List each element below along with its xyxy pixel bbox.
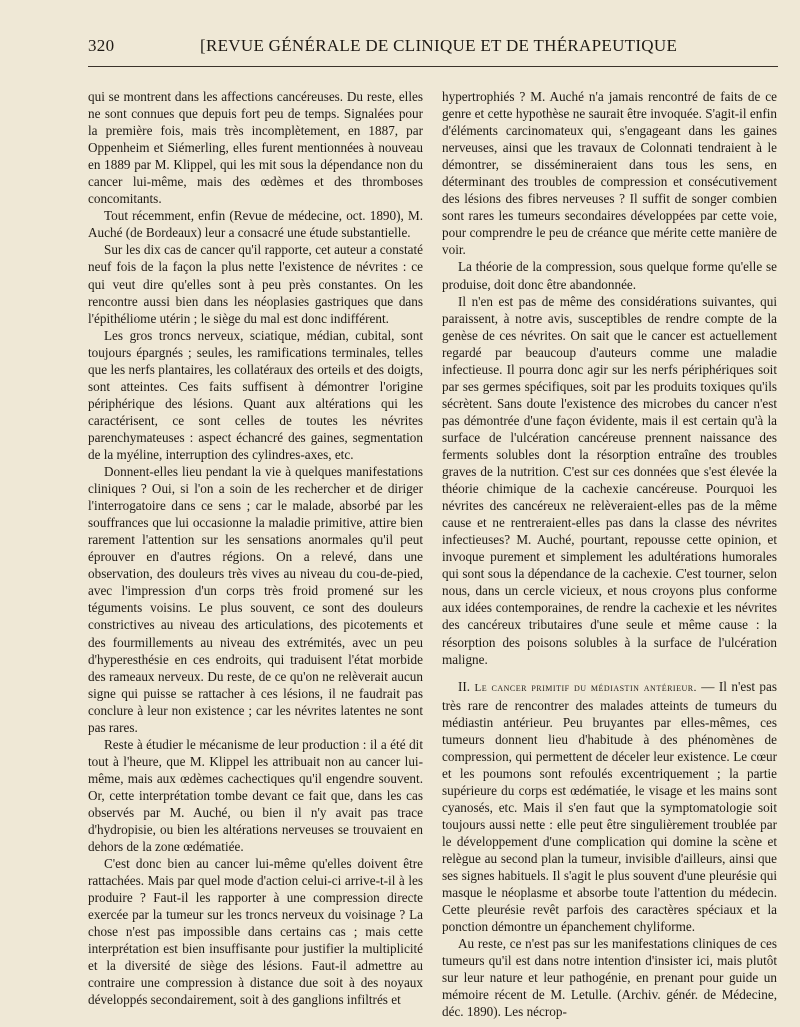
paragraph: Tout récemment, enfin (Revue de médecine, oct. 1890), M. Auché (de Bordeaux) leur a consacré une étude substantielle. bbox=[88, 208, 423, 241]
section-heading: Le cancer primitif du médiastin antérieur. bbox=[474, 681, 697, 694]
paragraph: Donnent-elles lieu pendant la vie à quelques manifestations cliniques ? Oui, si l'on a soin de les rechercher et de diriger l'interrogatoire dans ce sens ; car le malade, absorbé par les souffrances que lui occasionne la maladie primitive, attire bien rarement l'attention sur les sensations anormales qu'il peut éprouver en d'autres régions. On a relevé, dans une observation, des douleurs très vives au niveau du cou-de-pied, avec l'impression d'un corps très froid promené sur les téguments voisins. Le plus souvent, ce sont des douleurs constrictives au niveau des articulations, des picotements et des fourmillements au niveau des extrémités, avec un peu d'hyperesthésie en ces endroits, qui traduisent l'état morbide des rameaux nerveux. Du reste, de ce qu'on ne relèverait aucun signe qui puisse se rattacher à ces lésions, il ne faudrait pas conclure à leur non existence ; car les névrites latentes ne sont pas rares. bbox=[88, 464, 423, 735]
paragraph: Reste à étudier le mécanisme de leur production : il a été dit tout à l'heure, que M. Klippel les attribuait non au cancer lui-même, mais aux œdèmes cachectiques qu'il engendre souvent. Or, cette interprétation tombe devant ce fait que, dans les cas observés par M. Auché, ou bien il n'y avait pas trace d'hydropisie, ou bien les altérations nerveuses se trouvaient en dehors de la zone œdématiée. bbox=[88, 736, 423, 855]
paragraph: qui se montrent dans les affections cancéreuses. Du reste, elles ne sont connues que depuis fort peu de temps. Signalées pour la première fois, mais très incomplètement, en 1887, par Oppenheim et Siémerling, elles furent mentionnées à nouveau en 1889 par M. Klippel, qui les mit sous la dépendance non du cancer lui-même, mais des œdèmes et des thromboses concomitants. bbox=[88, 89, 423, 207]
paragraph: Les gros troncs nerveux, sciatique, médian, cubital, sont toujours épargnés ; seules, les ramifications terminales, telles que les nerfs plantaires, les collatéraux des orteils et des doigts, sont atteintes. Ces faits suffisent à démontrer l'origine périphérique des lésions. Quant aux altérations qui les caractérisent, ce sont celles de toutes les névrites parenchymateuses : aspect échancré des gaines, segmentation de la myéline, interruption des cylindres-axes, etc. bbox=[88, 327, 423, 462]
paragraph: C'est donc bien au cancer lui-même qu'elles doivent être rattachées. Mais par quel mode d'action celui-ci arrive-t-il à les produire ? Faut-il les rapporter à une compression directe exercée par la tumeur sur les troncs nerveux du voisinage ? La chose n'est pas impossible dans certains cas ; mais cette interprétation est bien insuffisante pour justifier la multiplicité et la diversité de siège des lésions. Faut-il admettre au contraire une compression à distance due soit à des noyaux développés secondairement, soit à des ganglions infiltrés et bbox=[88, 856, 423, 1008]
left-column bbox=[88, 88, 423, 1009]
paragraph: Au reste, ce n'est pas sur les manifestations cliniques de ces tumeurs qu'il est dans notre intention d'insister ici, mais plutôt sur leur nature et leur pathogénie, en prenant pour guide un mémoire récent de M. Letulle. (Archiv. génér. de Médecine, déc. 1890). Les nécrop- bbox=[442, 936, 777, 1020]
section-number: II. bbox=[458, 678, 471, 694]
running-title: [REVUE GÉNÉRALE DE CLINIQUE ET DE THÉRAPEUTIQUE bbox=[200, 36, 678, 55]
paragraph: Sur les dix cas de cancer qu'il rapporte, cet auteur a constaté neuf fois de la façon la plus nette l'existence de névrites : ce qui veut dire qu'elles sont à peu près constantes. On les rencontre aussi bien dans les néoplasies gastriques que dans l'épithéliome utérin ; le siège du mal est donc indifférent. bbox=[88, 242, 423, 326]
page-header bbox=[88, 36, 776, 60]
right-column bbox=[442, 88, 777, 1021]
paragraph: La théorie de la compression, sous quelque forme qu'elle se produise, doit donc être abandonnée. bbox=[442, 259, 777, 292]
section-ii-paragraph bbox=[442, 678, 777, 936]
paragraph: hypertrophiés ? M. Auché n'a jamais rencontré de faits de ce genre et cette hypothèse ne saurait être invoquée. S'agit-il enfin d'éléments carcinomateux qui, s'engageant dans les gaines nerveuses, ainsi que les travaux de Colonnati tendraient à le démontrer, se dissémineraient dans tous les sens, en déterminant des troubles de compression et consécutivement des lésions des fibres nerveuses ? Il suffit de songer combien sont rares les tumeurs secondaires développées par cette voie, pour comprendre le peu de créance que mérite cette manière de voir. bbox=[442, 89, 777, 258]
paragraph: Il n'en est pas de même des considérations suivantes, qui paraissent, à notre avis, susceptibles de rendre compte de la genèse de ces névrites. On sait que le cancer est actuellement regardé par beaucoup d'auteurs comme une maladie infectieuse. Il pourra donc agir sur les nerfs périphériques soit par ses germes spécifiques, soit par les produits toxiques qu'ils sécrètent. Sans doute l'existence des microbes du cancer n'est pas démontrée d'une façon évidente, mais il est certain qu'à la surface de l'ulcération cancéreuse prennent naissance des ferments solubles dont la résorption entraîne des troubles graves de la nutrition. C'est sur ces données que s'est élevée la théorie chimique de la cachexie cancéreuse. Pourquoi les névrites des cancéreux ne relèveraient-elles pas de la même cause et ne rentreraient-elles pas dans la classe des névrites infectieuses? M. Auché, pourtant, repousse cette opinion, et invoque purement et simplement les adultérations humorales qui sont sous la dépendance de la cachexie. C'est tourner, selon nous, dans un cercle vicieux, et nous croyons plus conforme aux idées contemporaines, de rendre la cachexie et les névrites des cancéreux tributaires d'une seule et même cause : la résorption des poisons solubles à la surface de l'ulcération maligne. bbox=[442, 293, 777, 667]
header-rule bbox=[88, 66, 778, 67]
section-body: — Il n'est pas très rare de rencontrer des malades atteints de tumeurs du médiastin antérieur. Peu bruyantes par elles-mêmes, ces tumeurs donnent lieu d'habitude à des phénomènes de compression, qui permettent de déceler leur existence. Le cœur et les poumons sont refoulés excentriquement ; la partie supérieure du corps est œdématiée, le visage et les mains sont cyanosés, etc. Mais il s'en faut que la symptomatologie soit toujours aussi nette : elle peut être singulièrement troublée par le développement d'une complication qui domine la scène et relègue au second plan la tumeur, invisible d'ailleurs, ainsi que ses signes habituels. Il s'agit le plus souvent d'une pleurésie qui masque le néoplasme et absorbe toute l'attention du médecin. Cette pleurésie revêt parfois des caractères spéciaux et la ponction démontre un épanchement chyliforme. bbox=[442, 678, 778, 935]
page-number: 320 bbox=[88, 36, 115, 55]
